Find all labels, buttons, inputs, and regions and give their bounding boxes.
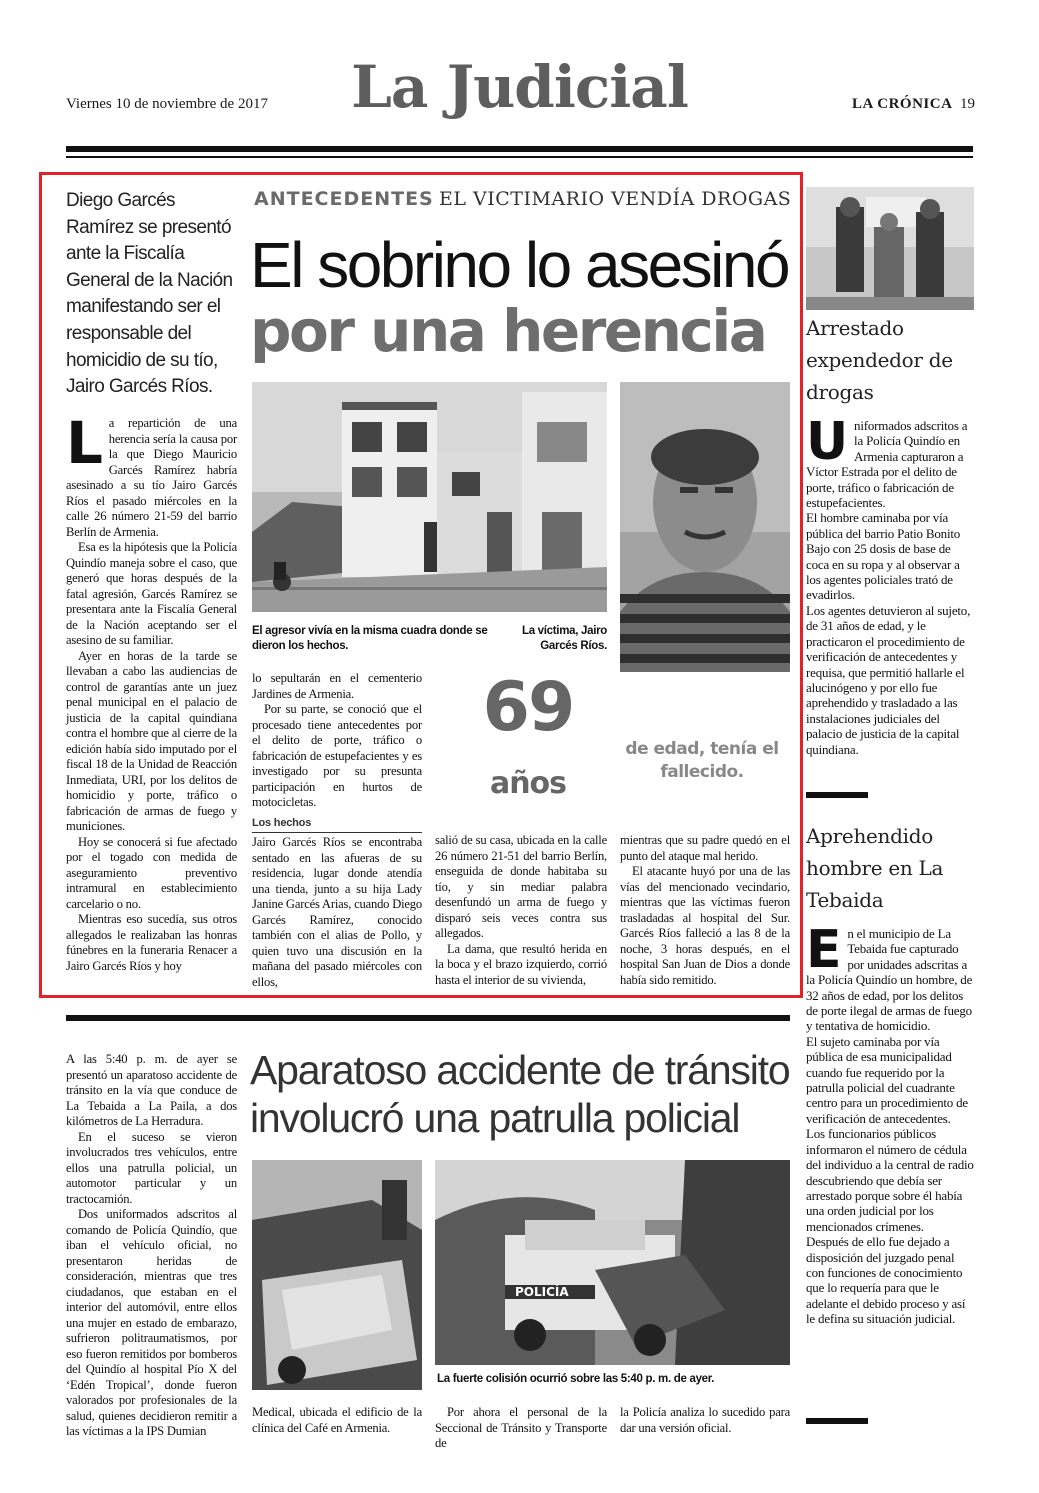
paragraph: Esa es la hipótesis que la Policía Quindío maneja sobre el caso, que generó que horas después de la fatal agresión, Garcés Ramírez se presentara ante la Fiscalía General de la Nación aceptando ser el asesino de su familiar.	[66, 540, 237, 647]
header-rule-thick	[66, 146, 973, 152]
side1-headline: Arrestado expendedor de drogas	[806, 316, 953, 404]
page-date: Viernes 10 de noviembre de 2017	[66, 96, 268, 112]
house-photo-caption: El agresor vivía en la misma cuadra donde se dieron los hechos.	[252, 625, 488, 652]
side1-first-paragraph	[806, 412, 974, 511]
victim-photo-caption: La víctima, Jairo Garcés Ríos.	[521, 625, 607, 652]
paragraph: El atacante huyó por una de las vías del mencionado vecindario, mientras que las víctimas fueron trasladadas al hospital del Sur. Garcés Ríos falleció a las 8 de la noche, 3 horas después, en el hospital San Juan de Dios a donde había sido remitido.	[620, 864, 790, 987]
paragraph: Los agentes detuvieron al sujeto, de 31 años de edad, y le practicaron el procedimiento de verificación de antecedentes y requisa, que permitió hallarle el alucinógeno y por ello fue aprehendido y trasladado a las instalaciones judiciales del palacio de justicia de la capital quindiana.	[806, 602, 971, 757]
accident-column-3	[435, 1405, 607, 1452]
dropcap: E	[806, 920, 842, 980]
highlight-description: de edad, tenía el fallecido.	[625, 739, 779, 782]
dropcap: U	[806, 412, 849, 472]
main-story-column-4	[620, 833, 790, 988]
paragraph: Dos uniformados adscritos al comando de Policía Quindío, que iban el vehículo oficial, no presentaron heridas de consideración, mientras que tres ciudadanos, que estaban en el interior del automóvil, entre ellos una mujer en estado de embarazo, sufrieron politraumatismos, por eso fueron remitidos por bomberos del Quindío al hospital Pío X del ‘Edén Tropical’, donde fueron valorados por profesionales de la salud, quienes decidieron remitir a las víctimas a la IPS Dumian	[66, 1207, 237, 1438]
paragraph: Hoy se conocerá si fue afectado por el togado con medida de aseguramiento preventivo intramural en establecimiento carcelario o no.	[66, 834, 237, 911]
kicker-label: ANTECEDENTES	[254, 188, 434, 210]
story-kicker	[254, 186, 792, 211]
accident-column-2	[252, 1405, 422, 1436]
side2-body	[806, 920, 974, 1327]
paragraph: lo sepultarán en el cementerio Jardines de Armenia.	[252, 671, 422, 701]
paragraph: A las 5:40 p. m. de ayer se presentó un aparatoso accidente de tránsito en la vía que conduce de La Tebaida a La Paila, a dos kilómetros de La Herradura.	[66, 1052, 237, 1128]
accident-column-1	[66, 1052, 237, 1440]
house-photo-illustration	[252, 382, 607, 612]
paragraph: la Policía analiza lo sucedido para dar una versión oficial.	[620, 1405, 790, 1435]
accident-headline: Aparatoso accidente de tránsito involucró una patrulla policial	[250, 1047, 790, 1141]
paragraph: niformados adscritos a la Policía Quindío en Armenia capturaron a Víctor Estrada por el delito de porte, tráfico o fabricación de estupefacientes.	[806, 418, 968, 511]
paragraph: Por su parte, se conoció que el procesado tiene antecedentes por el delito de porte, tráfico o fabricación de estupefacientes y es investigado por su presunta participación en hurtos de motocicletas.	[252, 702, 422, 809]
header-rule-thin	[66, 156, 973, 158]
kicker-text: EL VICTIMARIO VENDÍA DROGAS	[439, 188, 792, 210]
paragraph: El hombre caminaba por vía pública del barrio Patio Bonito Bajo con 25 dosis de base de coca en su ropa y al observar a los agentes policiales trató de evadirlos.	[806, 510, 961, 603]
victim-photo-illustration	[620, 382, 790, 672]
paragraph: El sujeto caminaba por vía pública de esa municipalidad cuando fue requerido por la patrulla policial del cuadrante centro para un procedimiento de verificación de antecedentes.	[806, 1033, 969, 1126]
side2-first-paragraph	[806, 920, 974, 1034]
main-story-first-paragraph	[66, 409, 237, 540]
paragraph: Medical, ubicada el edificio de la clínica del Café en Armenia.	[252, 1405, 422, 1435]
paragraph: En el suceso se vieron involucrados tres vehículos, entre ellos una patrulla policial, un automotor particular y un tractocamión.	[66, 1129, 237, 1206]
dropcap: L	[66, 409, 103, 477]
newspaper-name: LA CRÓNICA	[852, 96, 953, 112]
crash-photo-left-illustration	[252, 1160, 422, 1390]
section-title: La Judicial	[351, 53, 688, 121]
accident-top-rule	[66, 1015, 790, 1021]
arrest-photo	[806, 187, 974, 310]
subhead-los-hechos: Los hechos	[252, 816, 422, 834]
crash-photo-right	[435, 1160, 790, 1365]
paragraph: Jairo Garcés Ríos se encontraba sentado en las afueras de su residencia, lugar donde atendía una tienda, junto a su hija Lady Janine Garcés Arias, cuando Diego Garcés Ramírez, conocido también con el alias de Pollo, y quien tuvo una discusión en la mañana del pasado miércoles con ellos,	[252, 835, 423, 989]
lead-summary: Diego Garcés Ramírez se presentó ante la Fiscalía General de la Nación manifestando ser el responsable del homicidio de su tío, Jairo Garcés Ríos.	[66, 190, 233, 398]
paragraph: salió de su casa, ubicada en la calle 26 número 21-51 del barrio Berlín, enseguida de donde habitaba su tío, y sin mediar palabra desenfundó un arma de fuego y disparó seis veces contra sus allegados.	[435, 833, 607, 940]
paragraph: Mientras eso sucedía, sus otros allegados le realizaban las honras fúnebres en la funeraria Renacer a Jairo Garcés Ríos y hoy	[66, 912, 237, 973]
highlight-unit: años	[489, 766, 567, 801]
main-story-column-2	[252, 671, 422, 990]
page-number: 19	[960, 96, 975, 112]
paragraph: mientras que su padre quedó en el punto del ataque mal herido.	[620, 833, 790, 863]
arrest-photo-illustration	[806, 187, 974, 310]
crash-photo-left	[252, 1160, 422, 1390]
accident-column-4	[620, 1405, 790, 1436]
house-photo	[252, 382, 607, 612]
paragraph: a repartición de una herencia sería la causa por la que Diego Mauricio Garcés Ramírez habría asesinado a su tío Jairo Garcés Ríos el pasado miércoles en la calle 26 número 21-59 del barrio Berlín de Armenia.	[66, 416, 237, 539]
headline-line1: El sobrino lo asesinó	[250, 229, 789, 301]
paragraph: Ayer en horas de la tarde se llevaban a cabo las audiencias de control de garantías ante un juez penal municipal en el palacio de justicia de la capital quindiana contra el hombre que al cierre de la edición había sido imputado por el fiscal 18 de la Unidad de Reacción Inmediata, URI, por los delitos de homicidio y porte, tráfico o fabricación de armas de fuego y municiones.	[66, 648, 237, 833]
crash-photo-right-illustration	[435, 1160, 790, 1365]
headline-line2: por una herencia	[250, 297, 766, 365]
side-separator	[806, 792, 868, 798]
paragraph: Después de ello fue dejado a disposición del juzgado penal con funciones de conocimiento que lo requería para que le adelante el debido proceso y así le defina su situación judicial.	[806, 1234, 966, 1327]
paragraph: La dama, que resultó herida en la boca y el brazo izquierdo, corrió hasta el interior de su vivienda,	[435, 941, 607, 987]
main-story-column-1	[66, 409, 237, 974]
highlight-number: 69	[482, 668, 574, 747]
side1-body	[806, 412, 974, 757]
paragraph: Los funcionarios públicos informaron el número de cédula del individuo a la central de radio descubriendo que debía ser arrestado porque sobre él había una orden judicial por los mencionados crímenes.	[806, 1126, 974, 1234]
victim-photo	[620, 382, 790, 672]
side2-headline: Aprehendido hombre en La Tebaida	[806, 824, 944, 912]
side-end-separator	[806, 1418, 868, 1424]
paragraph: Por ahora el personal de la Seccional de Tránsito y Transporte de	[435, 1405, 607, 1450]
police-car-lettering: POLICÍA	[515, 1285, 569, 1299]
crash-photo-caption: La fuerte colisión ocurrió sobre las 5:40 p. m. de ayer.	[437, 1373, 715, 1385]
paragraph: n el municipio de La Tebaida fue capturado por unidades adscritas a la Policía Quindío un hombre, de 32 años de edad, por los delitos de porte ilegal de armas de fuego y tentativa de homicidio.	[806, 926, 973, 1034]
main-story-column-3	[435, 833, 607, 988]
